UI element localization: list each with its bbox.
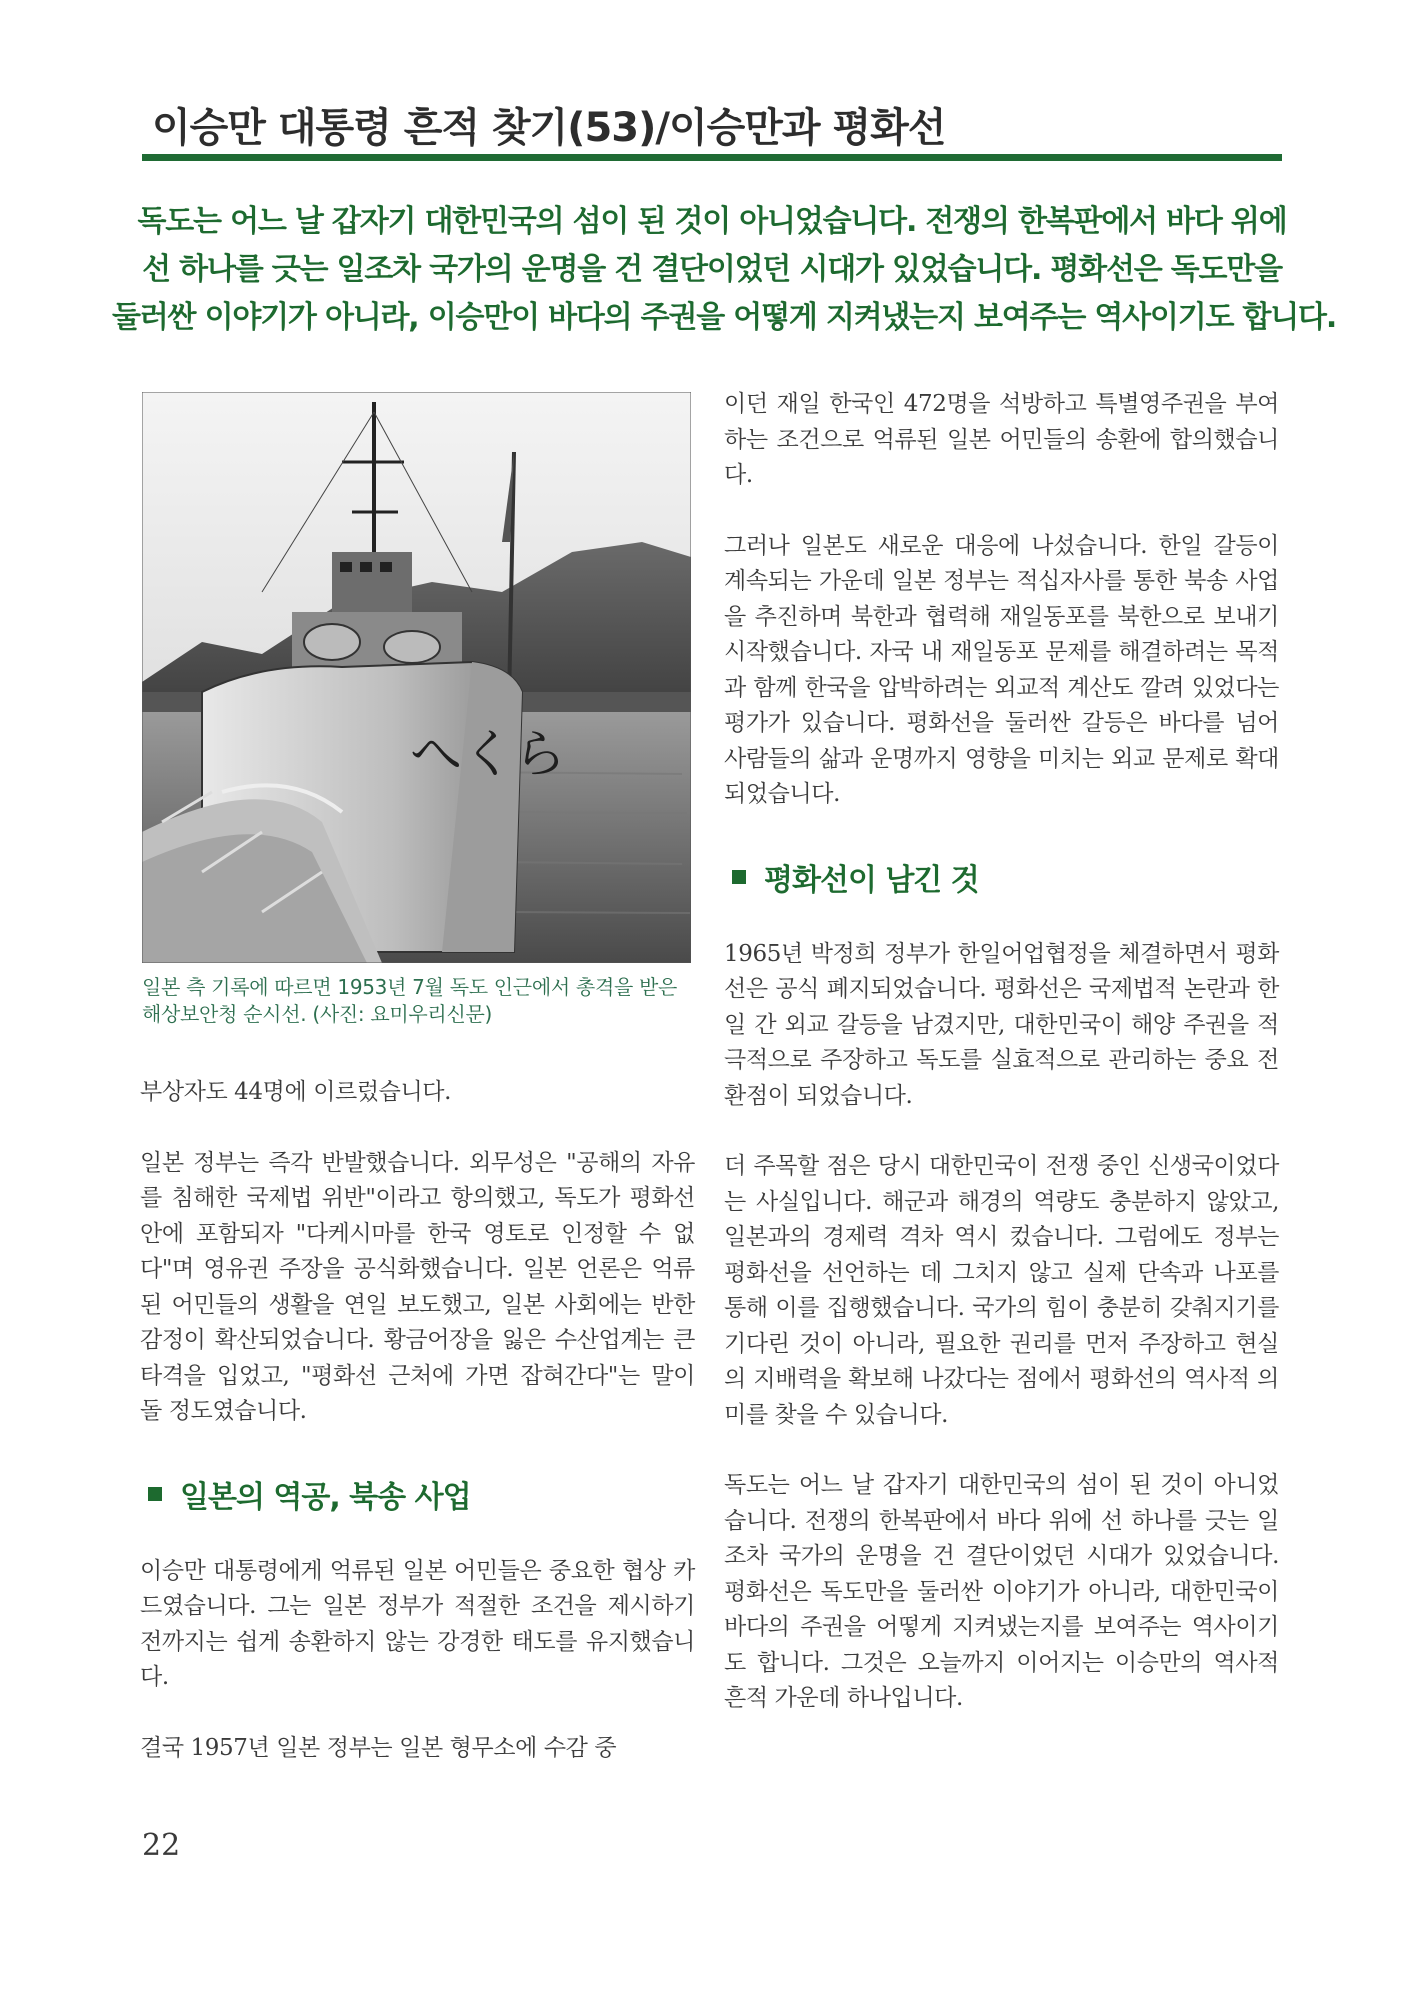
section-heading-legacy [732,855,1279,899]
square-bullet-icon [148,1487,162,1501]
patrol-ship-photo [142,392,691,963]
right-paragraph-3: 1965년 박정희 정부가 한일어업협정을 체결하면서 평화선은 공식 폐지되었습니다. 평화선은 국제법적 논란과 한일 간 외교 갈등을 남겼지만, 대한민국이 해양 주권을 적극적으로 주장하고 독도를 실효적으로 관리하는 중요 전환점이 되었습니다. [724,940,1279,1109]
page-title: 이승만 대통령 흔적 찾기(53)/이승만과 평화선 [152,105,946,151]
left-paragraph-4: 결국 1957년 일본 정부는 일본 형무소에 수감 중 [140,1734,617,1761]
right-paragraph-1: 이던 재일 한국인 472명을 석방하고 특별영주권을 부여하는 조건으로 억류된 일본 어민들의 송환에 합의했습니다. [724,391,1279,488]
square-bullet-icon [732,870,746,884]
left-paragraph-2: 일본 정부는 즉각 반발했습니다. 외무성은 "공해의 자유를 침해한 국제법 위반"이라고 항의했고, 독도가 평화선 안에 포함되자 "다케시마를 한국 영토로 인정할 수 없다"며 영유권 주장을 공식화했습니다. 일본 언론은 억류된 어민들의 생활을 연일 보도했고, 일본 사회에는 반한 감정이 확산되었습니다. 황금어장을 잃은 수산업계는 큰 타격을 입었고, "평화선 근처에 가면 잡혀간다"는 말이 돌 정도였습니다. [140,1149,695,1424]
right-column [724,387,1279,1752]
photo-caption: 일본 측 기록에 따르면 1953년 7월 독도 인근에서 총격을 받은 해상보안청 순시선. (사진: 요미우리신문) [142,975,678,1026]
left-paragraph-3: 이승만 대통령에게 억류된 일본 어민들은 중요한 협상 카드였습니다. 그는 일본 정부가 적절한 조건을 제시하기 전까지는 쉽게 송환하지 않는 강경한 태도를 유지했습니다. [140,1557,695,1690]
right-paragraph-4: 더 주목할 점은 당시 대한민국이 전쟁 중인 신생국이었다는 사실입니다. 해군과 해경의 역량도 충분하지 않았고, 일본과의 경제력 격차 역시 컸습니다. 그럼에도 정부는 평화선을 선언하는 데 그치지 않고 실제 단속과 나포를 통해 이를 집행했습니다. 국가의 힘이 충분히 갖춰지기를 기다린 것이 아니라, 필요한 권리를 먼저 주장하고 현실의 지배력을 확보해 나갔다는 점에서 평화선의 역사적 의미를 찾을 수 있습니다. [724,1153,1279,1428]
lead-line-3: 둘러싼 이야기가 아니라, 이승만이 바다의 주권을 어떻게 지켜냈는지 보여주는 역사이기도 합니다. [112,300,1337,335]
right-paragraph-2: 그러나 일본도 새로운 대응에 나섰습니다. 한일 갈등이 계속되는 가운데 일본 정부는 적십자사를 통한 북송 사업을 추진하며 북한과 협력해 재일동포를 북한으로 보내기 시작했습니다. 자국 내 재일동포 문제를 해결하려는 목적과 함께 한국을 압박하려는 외교적 계산도 깔려 있었다는 평가가 있습니다. 평화선을 둘러싼 갈등은 바다를 넘어 사람들의 삶과 운명까지 영향을 미치는 외교 문제로 확대되었습니다. [724,532,1279,807]
section-heading-label: 일본의 역공, 북송 사업 [180,1479,471,1515]
section-heading-retaliation [148,1472,695,1516]
section-heading-label: 평화선이 남긴 것 [764,862,979,898]
page-number: 22 [142,1828,181,1863]
title-divider [142,154,1282,161]
hull-lettering: へくら [410,725,567,785]
left-column [140,1075,695,1801]
lead-paragraph [112,198,1337,342]
right-paragraph-5: 독도는 어느 날 갑자기 대한민국의 섬이 된 것이 아니었습니다. 전쟁의 한복판에서 바다 위에 선 하나를 긋는 일조차 국가의 운명을 건 결단이었던 시대가 있었습니다. 평화선은 독도만을 둘러싼 이야기가 아니라, 대한민국이 바다의 주권을 어떻게 지켜냈는지를 보여주는 역사이기도 합니다. 그것은 오늘까지 이어지는 이승만의 역사적 흔적 가운데 하나입니다. [724,1472,1279,1711]
lead-line-2: 선 하나를 긋는 일조차 국가의 운명을 건 결단이었던 시대가 있었습니다. 평화선은 독도만을 [142,252,1282,287]
lead-line-1: 독도는 어느 날 갑자기 대한민국의 섬이 된 것이 아니었습니다. 전쟁의 한복판에서 바다 위에 [137,204,1287,239]
left-paragraph-1: 부상자도 44명에 이르렀습니다. [140,1079,452,1105]
patrol-ship-image [142,392,691,963]
